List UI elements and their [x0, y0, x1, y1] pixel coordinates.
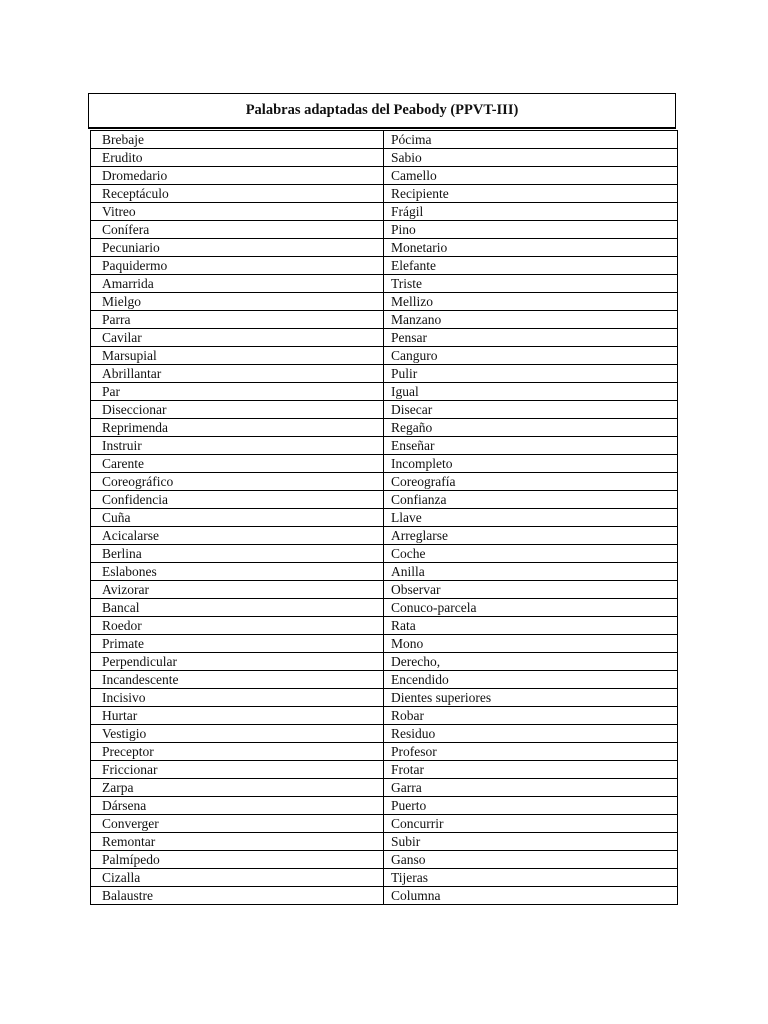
original-word-cell: Vestigio	[91, 725, 384, 743]
original-word-cell: Receptáculo	[91, 185, 384, 203]
adapted-word-cell: Mellizo	[384, 293, 678, 311]
table-title: Palabras adaptadas del Peabody (PPVT-III)	[88, 93, 676, 129]
table-row	[91, 239, 678, 257]
original-word-cell: Eslabones	[91, 563, 384, 581]
table-row	[91, 761, 678, 779]
table-row	[91, 311, 678, 329]
original-word-cell: Conífera	[91, 221, 384, 239]
table-row	[91, 707, 678, 725]
table-row	[91, 347, 678, 365]
table-row	[91, 851, 678, 869]
table-row	[91, 383, 678, 401]
adapted-word-cell: Regaño	[384, 419, 678, 437]
table-row	[91, 131, 678, 149]
word-table-body	[91, 131, 678, 905]
original-word-cell: Coreográfico	[91, 473, 384, 491]
original-word-cell: Dromedario	[91, 167, 384, 185]
adapted-word-cell: Anilla	[384, 563, 678, 581]
table-row	[91, 545, 678, 563]
word-table	[90, 130, 678, 905]
original-word-cell: Diseccionar	[91, 401, 384, 419]
adapted-word-cell: Monetario	[384, 239, 678, 257]
adapted-word-cell: Pócima	[384, 131, 678, 149]
table-row	[91, 743, 678, 761]
table-row	[91, 401, 678, 419]
adapted-word-cell: Derecho,	[384, 653, 678, 671]
table-row	[91, 815, 678, 833]
table-row	[91, 167, 678, 185]
adapted-word-cell: Elefante	[384, 257, 678, 275]
adapted-word-cell: Incompleto	[384, 455, 678, 473]
original-word-cell: Parra	[91, 311, 384, 329]
original-word-cell: Reprimenda	[91, 419, 384, 437]
original-word-cell: Vitreo	[91, 203, 384, 221]
original-word-cell: Par	[91, 383, 384, 401]
adapted-word-cell: Canguro	[384, 347, 678, 365]
table-row	[91, 887, 678, 905]
table-row	[91, 725, 678, 743]
adapted-word-cell: Frotar	[384, 761, 678, 779]
original-word-cell: Zarpa	[91, 779, 384, 797]
table-row	[91, 473, 678, 491]
adapted-word-cell: Coche	[384, 545, 678, 563]
adapted-word-cell: Igual	[384, 383, 678, 401]
original-word-cell: Primate	[91, 635, 384, 653]
original-word-cell: Cuña	[91, 509, 384, 527]
adapted-word-cell: Residuo	[384, 725, 678, 743]
table-row	[91, 653, 678, 671]
table-row	[91, 635, 678, 653]
original-word-cell: Remontar	[91, 833, 384, 851]
table-row	[91, 419, 678, 437]
table-row	[91, 293, 678, 311]
table-row	[91, 365, 678, 383]
table-row	[91, 833, 678, 851]
adapted-word-cell: Subir	[384, 833, 678, 851]
adapted-word-cell: Camello	[384, 167, 678, 185]
adapted-word-cell: Garra	[384, 779, 678, 797]
adapted-word-cell: Robar	[384, 707, 678, 725]
original-word-cell: Pecuniario	[91, 239, 384, 257]
original-word-cell: Berlina	[91, 545, 384, 563]
original-word-cell: Dársena	[91, 797, 384, 815]
original-word-cell: Converger	[91, 815, 384, 833]
adapted-word-cell: Arreglarse	[384, 527, 678, 545]
original-word-cell: Perpendicular	[91, 653, 384, 671]
adapted-word-cell: Pulir	[384, 365, 678, 383]
original-word-cell: Paquidermo	[91, 257, 384, 275]
original-word-cell: Preceptor	[91, 743, 384, 761]
original-word-cell: Avizorar	[91, 581, 384, 599]
adapted-word-cell: Columna	[384, 887, 678, 905]
adapted-word-cell: Coreografía	[384, 473, 678, 491]
original-word-cell: Erudito	[91, 149, 384, 167]
original-word-cell: Balaustre	[91, 887, 384, 905]
adapted-word-cell: Pino	[384, 221, 678, 239]
adapted-word-cell: Ganso	[384, 851, 678, 869]
adapted-word-cell: Conuco-parcela	[384, 599, 678, 617]
original-word-cell: Incandescente	[91, 671, 384, 689]
table-row	[91, 509, 678, 527]
table-row	[91, 599, 678, 617]
adapted-word-cell: Rata	[384, 617, 678, 635]
adapted-word-cell: Observar	[384, 581, 678, 599]
original-word-cell: Instruir	[91, 437, 384, 455]
table-row	[91, 437, 678, 455]
original-word-cell: Palmípedo	[91, 851, 384, 869]
original-word-cell: Acicalarse	[91, 527, 384, 545]
table-row	[91, 203, 678, 221]
table-row	[91, 257, 678, 275]
original-word-cell: Mielgo	[91, 293, 384, 311]
table-row	[91, 329, 678, 347]
original-word-cell: Cavilar	[91, 329, 384, 347]
adapted-word-cell: Disecar	[384, 401, 678, 419]
original-word-cell: Amarrida	[91, 275, 384, 293]
table-row	[91, 563, 678, 581]
table-row	[91, 275, 678, 293]
table-row	[91, 671, 678, 689]
original-word-cell: Friccionar	[91, 761, 384, 779]
adapted-word-cell: Tijeras	[384, 869, 678, 887]
adapted-word-cell: Concurrir	[384, 815, 678, 833]
table-row	[91, 779, 678, 797]
table-row	[91, 581, 678, 599]
adapted-word-cell: Sabio	[384, 149, 678, 167]
original-word-cell: Brebaje	[91, 131, 384, 149]
original-word-cell: Cizalla	[91, 869, 384, 887]
table-row	[91, 185, 678, 203]
adapted-word-cell: Puerto	[384, 797, 678, 815]
original-word-cell: Abrillantar	[91, 365, 384, 383]
adapted-word-cell: Dientes superiores	[384, 689, 678, 707]
table-row	[91, 455, 678, 473]
original-word-cell: Incisivo	[91, 689, 384, 707]
table-row	[91, 869, 678, 887]
table-row	[91, 617, 678, 635]
adapted-word-cell: Confianza	[384, 491, 678, 509]
adapted-word-cell: Llave	[384, 509, 678, 527]
adapted-word-cell: Manzano	[384, 311, 678, 329]
table-row	[91, 491, 678, 509]
original-word-cell: Confidencia	[91, 491, 384, 509]
table-row	[91, 689, 678, 707]
original-word-cell: Bancal	[91, 599, 384, 617]
adapted-word-cell: Enseñar	[384, 437, 678, 455]
adapted-word-cell: Encendido	[384, 671, 678, 689]
adapted-word-cell: Profesor	[384, 743, 678, 761]
table-row	[91, 527, 678, 545]
original-word-cell: Marsupial	[91, 347, 384, 365]
original-word-cell: Hurtar	[91, 707, 384, 725]
adapted-word-cell: Pensar	[384, 329, 678, 347]
adapted-word-cell: Triste	[384, 275, 678, 293]
table-row	[91, 797, 678, 815]
adapted-word-cell: Frágil	[384, 203, 678, 221]
adapted-word-cell: Mono	[384, 635, 678, 653]
original-word-cell: Roedor	[91, 617, 384, 635]
table-row	[91, 221, 678, 239]
adapted-word-cell: Recipiente	[384, 185, 678, 203]
original-word-cell: Carente	[91, 455, 384, 473]
table-row	[91, 149, 678, 167]
